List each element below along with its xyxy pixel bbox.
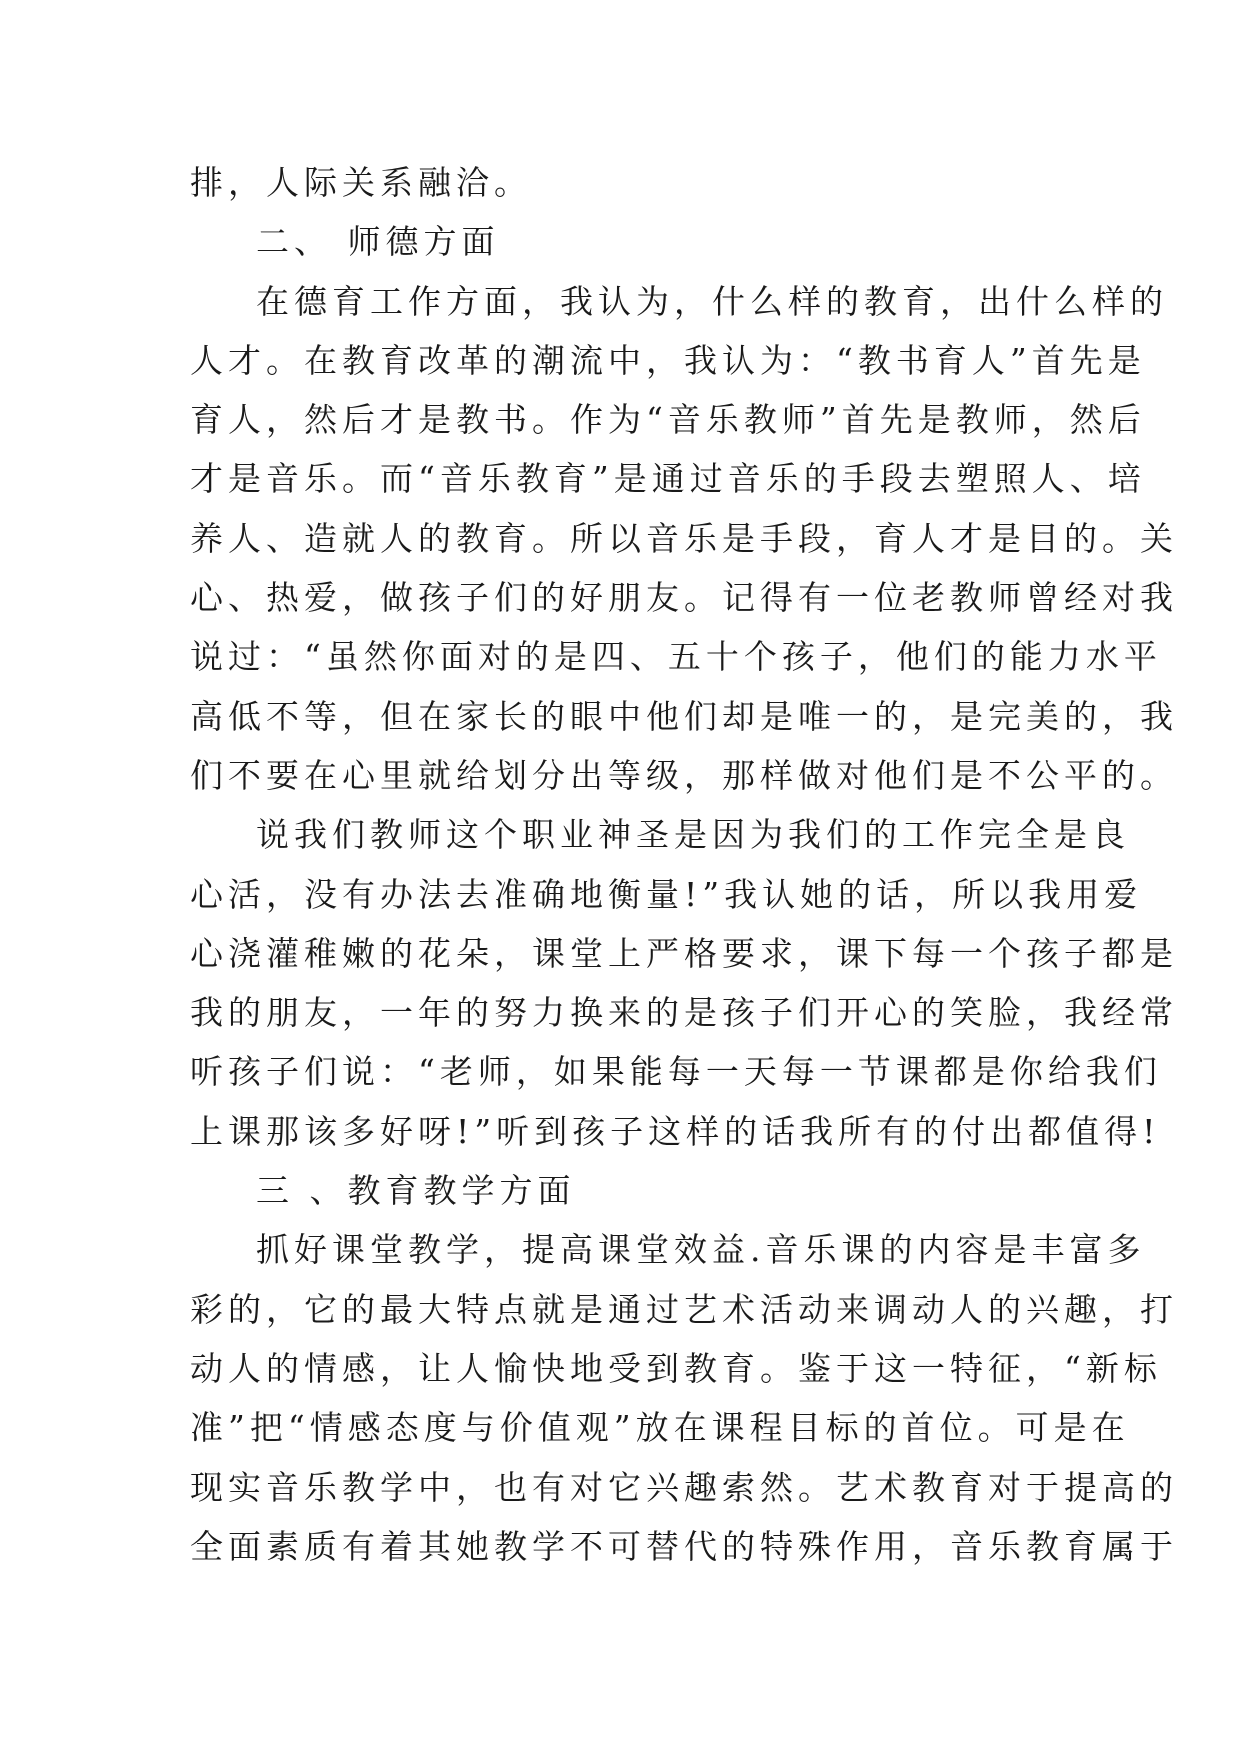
text-line: 抓好课堂教学，提高课堂效益.音乐课的内容是丰富多 [256, 1230, 1146, 1270]
text-line: 上课那该多好呀!”听到孩子这样的话我所有的付出都值得! [190, 1111, 1161, 1151]
text-line: 养人、造就人的教育。所以音乐是手段，育人才是目的。关 [190, 518, 1178, 558]
text-line: 彩的，它的最大特点就是通过艺术活动来调动人的兴趣，打 [190, 1289, 1178, 1329]
text-line: 才是音乐。而“音乐教育”是通过音乐的手段去塑照人、培 [190, 459, 1146, 499]
text-line: 说我们教师这个职业神圣是因为我们的工作完全是良 [256, 815, 1130, 855]
text-line: 高低不等，但在家长的眼中他们却是唯一的，是完美的，我 [190, 696, 1178, 736]
text-line: 二、 师德方面 [256, 222, 500, 262]
text-line: 三 、教育教学方面 [256, 1171, 576, 1211]
text-line: 动人的情感，让人愉快地受到教育。鉴于这一特征，“新标 [190, 1348, 1162, 1388]
text-line: 排，人际关系融洽。 [190, 163, 532, 202]
text-line: 准”把“情感态度与价值观”放在课程目标的首位。可是在 [190, 1408, 1130, 1448]
text-line: 我的朋友，一年的努力换来的是孩子们开心的笑脸，我经常 [190, 993, 1178, 1033]
text-line: 们不要在心里就给划分出等级，那样做对他们是不公平的。 [190, 755, 1178, 795]
text-line: 育人，然后才是教书。作为“音乐教师”首先是教师，然后 [190, 400, 1146, 440]
text-line: 说过：“虽然你面对的是四、五十个孩子，他们的能力水平 [190, 637, 1162, 677]
document-body [190, 153, 1178, 1576]
text-line: 现实音乐教学中，也有对它兴趣索然。艺术教育对于提高的 [190, 1467, 1178, 1507]
text-line: 全面素质有着其她教学不可替代的特殊作用，音乐教育属于 [190, 1526, 1178, 1566]
text-line: 听孩子们说：“老师，如果能每一天每一节课都是你给我们 [190, 1052, 1162, 1092]
text-line: 心浇灌稚嫩的花朵，课堂上严格要求，课下每一个孩子都是 [190, 933, 1178, 973]
text-line: 心活，没有办法去准确地衡量!”我认她的话，所以我用爱 [190, 874, 1143, 914]
text-line: 在德育工作方面，我认为，什么样的教育，出什么样的 [256, 281, 1168, 321]
text-line: 心、热爱，做孩子们的好朋友。记得有一位老教师曾经对我 [190, 578, 1178, 618]
text-line: 人才。在教育改革的潮流中，我认为：“教书育人”首先是 [190, 340, 1146, 380]
